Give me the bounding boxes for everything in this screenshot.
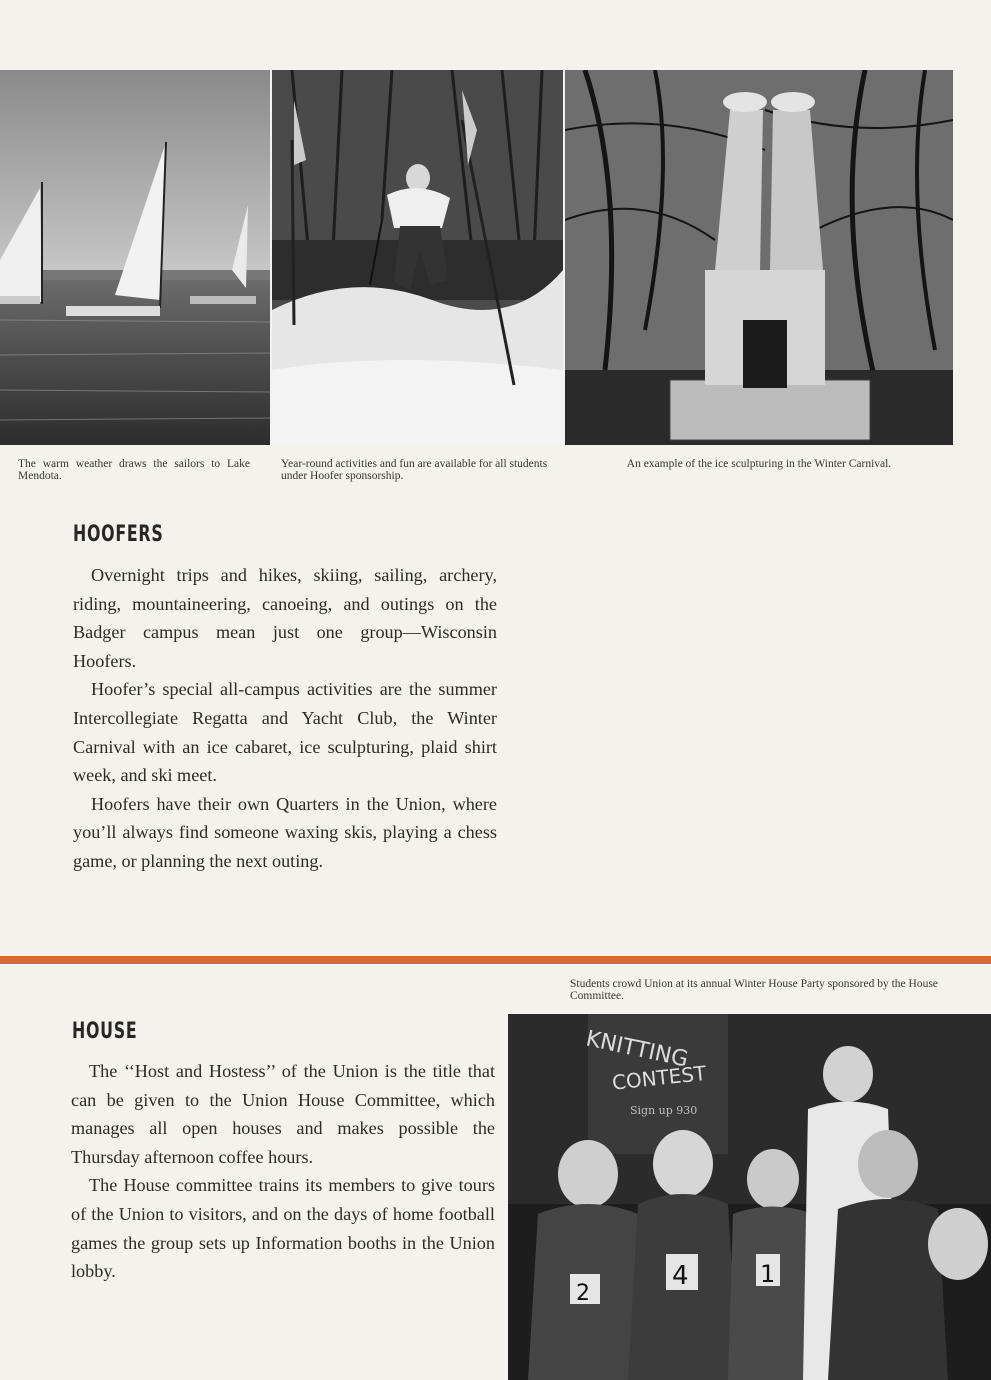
sailing-caption: The warm weather draws the sailors to Lake Mendota.	[18, 458, 250, 482]
house-party-caption: Students crowd Union at its annual Winter House Party sponsored by the House Committee.	[570, 978, 938, 1002]
knitting-contest-photo	[508, 1014, 991, 1380]
knitting-sign-line3: Sign up 930	[630, 1104, 698, 1117]
house-body	[71, 1057, 495, 1286]
house-paragraph: The ‘‘Host and Hostess’’ of the Union is the title that can be given to the Union House Committee, which manages all open houses and makes possible the Thursday afternoon coffee hours.	[71, 1061, 495, 1167]
knitting-sign-line1: KNITTING	[583, 1026, 691, 1073]
knitting-sign-line2: CONTEST	[610, 1060, 708, 1095]
hoofers-paragraph: Hoofers have their own Quarters in the Union, where you’ll always find someone waxing skis, playing a chess game, or planning the next outing.	[73, 793, 497, 871]
section-divider	[0, 956, 991, 964]
skiing-caption: Year-round activities and fun are available for all students under Hoofer sponsorship.	[281, 458, 548, 482]
hoofers-body	[73, 561, 497, 876]
sailing-photo	[0, 70, 270, 445]
hoofers-heading: HOOFERS	[73, 522, 164, 547]
house-heading: HOUSE	[72, 1019, 138, 1044]
bib-number-2: 2	[576, 1281, 590, 1306]
bib-number-1: 1	[760, 1260, 776, 1288]
ice-sculpture-photo	[565, 70, 953, 445]
skiing-photo	[272, 70, 563, 445]
house-paragraph: The House committee trains its members to give tours of the Union to visitors, and on the days of home football games the group sets up Information booths in the Union lobby.	[71, 1175, 495, 1282]
hoofers-paragraph: Hoofer’s special all-campus activities are the summer Intercollegiate Regatta and Yacht Club, the Winter Carnival with an ice cabaret, ice sculpturing, plaid shirt week, and ski meet.	[73, 679, 497, 786]
ice-caption: An example of the ice sculpturing in the Winter Carnival.	[626, 458, 892, 470]
bib-number-4: 4	[672, 1261, 689, 1291]
hoofers-paragraph: Overnight trips and hikes, skiing, sailing, archery, riding, mountaineering, canoeing, and outings on the Badger campus mean just one group—Wisconsin Hoofers.	[73, 565, 497, 671]
